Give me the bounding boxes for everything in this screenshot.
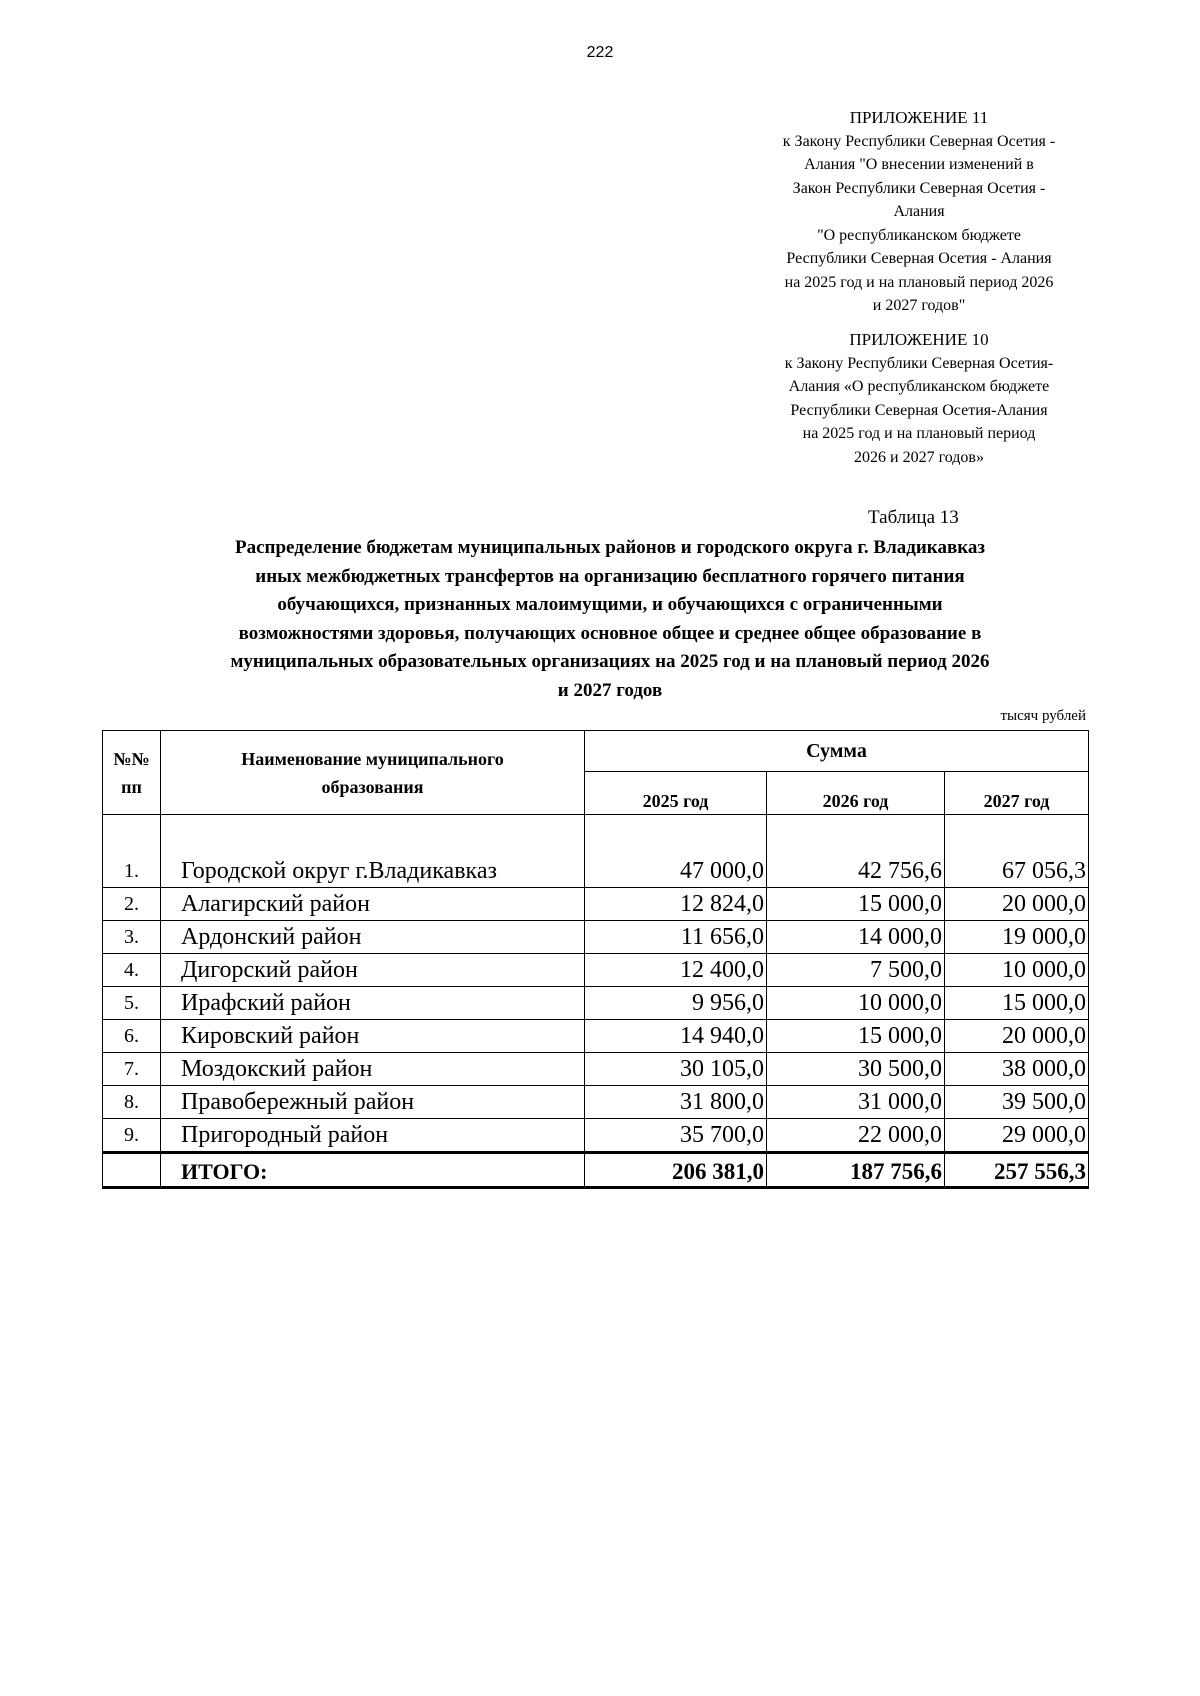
appendix-11-block bbox=[738, 106, 1100, 318]
spacer-cell bbox=[103, 815, 161, 856]
title-line: муниципальных образовательных организациях на 2025 год и на плановый период 2026 bbox=[230, 651, 990, 672]
row-value-2026: 15 000,0 bbox=[767, 888, 945, 921]
row-value-2027: 20 000,0 bbox=[945, 1020, 1089, 1053]
appendix-10-line: на 2025 год и на плановый период bbox=[802, 425, 1036, 442]
header-municipality bbox=[161, 731, 585, 815]
total-value-2025: 206 381,0 bbox=[585, 1153, 767, 1188]
row-value-2027: 15 000,0 bbox=[945, 987, 1089, 1020]
row-value-2025: 14 940,0 bbox=[585, 1020, 767, 1053]
header-number-line: №№ bbox=[113, 748, 150, 769]
table-row bbox=[103, 921, 1089, 954]
row-value-2026: 42 756,6 bbox=[767, 855, 945, 888]
appendix-11-line: Алания "О внесении изменений в bbox=[804, 156, 1034, 173]
total-value-2027: 257 556,3 bbox=[945, 1153, 1089, 1188]
row-municipality: Городской округ г.Владикавказ bbox=[161, 855, 585, 888]
row-value-2026: 7 500,0 bbox=[767, 954, 945, 987]
spacer-cell bbox=[161, 815, 585, 856]
title-line: возможностями здоровья, получающих основное общее и среднее общее образование в bbox=[238, 622, 982, 644]
appendix-10-line: Республики Северная Осетия-Алания bbox=[790, 401, 1048, 419]
row-municipality: Ардонский район bbox=[161, 921, 585, 954]
table-row bbox=[103, 855, 1089, 888]
appendix-10-heading: ПРИЛОЖЕНИЕ 10 bbox=[849, 330, 989, 349]
row-number: 3. bbox=[103, 921, 161, 954]
table-row bbox=[103, 888, 1089, 921]
row-value-2026: 31 000,0 bbox=[767, 1086, 945, 1119]
units-label: тысяч рублей bbox=[1000, 708, 1086, 724]
header-year-2027: 2027 год bbox=[945, 772, 1089, 815]
row-municipality: Моздокский район bbox=[161, 1053, 585, 1086]
appendix-10-line: Алания «О республиканском бюджете bbox=[788, 378, 1050, 395]
row-value-2027: 20 000,0 bbox=[945, 888, 1089, 921]
row-number: 9. bbox=[103, 1119, 161, 1153]
row-value-2027: 10 000,0 bbox=[945, 954, 1089, 987]
row-municipality: Правобережный район bbox=[161, 1086, 585, 1119]
row-number: 5. bbox=[103, 987, 161, 1020]
appendix-11-line: на 2025 год и на плановый период 2026 bbox=[784, 273, 1054, 291]
row-value-2026: 22 000,0 bbox=[767, 1119, 945, 1153]
table-row bbox=[103, 954, 1089, 987]
total-value-2026: 187 756,6 bbox=[767, 1153, 945, 1188]
page-number: 222 bbox=[586, 44, 614, 61]
table-row bbox=[103, 1086, 1089, 1119]
spacer-cell bbox=[585, 815, 767, 856]
appendix-11-line: Алания bbox=[893, 203, 945, 220]
row-number: 7. bbox=[103, 1053, 161, 1086]
title-line: обучающихся, признанных малоимущими, и обучающихся с ограниченными bbox=[277, 594, 943, 615]
row-value-2025: 47 000,0 bbox=[585, 855, 767, 888]
spacer-cell bbox=[945, 815, 1089, 856]
appendix-11-line: "О республиканском бюджете bbox=[817, 226, 1021, 244]
total-number-cell bbox=[103, 1153, 161, 1188]
row-municipality: Кировский район bbox=[161, 1020, 585, 1053]
document-title bbox=[140, 534, 1080, 705]
appendix-10-block bbox=[738, 328, 1100, 469]
row-value-2025: 9 956,0 bbox=[585, 987, 767, 1020]
row-value-2025: 12 824,0 bbox=[585, 888, 767, 921]
row-value-2026: 10 000,0 bbox=[767, 987, 945, 1020]
row-value-2025: 30 105,0 bbox=[585, 1053, 767, 1086]
header-year-2025: 2025 год bbox=[585, 772, 767, 815]
appendix-11-heading: ПРИЛОЖЕНИЕ 11 bbox=[849, 108, 989, 127]
total-label: ИТОГО: bbox=[161, 1153, 585, 1188]
header-number-line: пп bbox=[121, 776, 142, 797]
row-value-2026: 14 000,0 bbox=[767, 921, 945, 954]
title-line: Распределение бюджетам муниципальных районов и городского округа г. Владикавказ bbox=[234, 537, 986, 558]
row-number: 6. bbox=[103, 1020, 161, 1053]
row-value-2027: 38 000,0 bbox=[945, 1053, 1089, 1086]
appendix-11-line: Закон Республики Северная Осетия - bbox=[792, 179, 1046, 197]
table-row bbox=[103, 987, 1089, 1020]
row-value-2027: 29 000,0 bbox=[945, 1119, 1089, 1153]
row-value-2026: 15 000,0 bbox=[767, 1020, 945, 1053]
title-line: и 2027 годов bbox=[557, 679, 663, 701]
table-row bbox=[103, 1053, 1089, 1086]
row-value-2027: 39 500,0 bbox=[945, 1086, 1089, 1119]
row-number: 4. bbox=[103, 954, 161, 987]
row-municipality: Дигорский район bbox=[161, 954, 585, 987]
header-municipality-line: образования bbox=[321, 776, 424, 797]
table-label: Таблица 13 bbox=[868, 507, 959, 528]
appendix-11-line: Республики Северная Осетия - Алания bbox=[786, 250, 1052, 267]
appendix-10-line: 2026 и 2027 годов» bbox=[854, 448, 984, 466]
header-sum: Сумма bbox=[585, 731, 1089, 772]
header-municipality-line: Наименование муниципального bbox=[241, 748, 504, 769]
title-line: иных межбюджетных трансфертов на организацию бесплатного горячего питания bbox=[255, 565, 965, 587]
row-number: 8. bbox=[103, 1086, 161, 1119]
row-municipality: Ирафский район bbox=[161, 987, 585, 1020]
header-year-2026: 2026 год bbox=[767, 772, 945, 815]
row-value-2027: 19 000,0 bbox=[945, 921, 1089, 954]
row-value-2025: 12 400,0 bbox=[585, 954, 767, 987]
row-value-2027: 67 056,3 bbox=[945, 855, 1089, 888]
table-spacer-row bbox=[103, 815, 1089, 856]
row-municipality: Пригородный район bbox=[161, 1119, 585, 1153]
total-row bbox=[103, 1153, 1089, 1188]
header-number bbox=[103, 731, 161, 815]
table-row bbox=[103, 1119, 1089, 1153]
appendix-11-line: и 2027 годов" bbox=[872, 297, 966, 314]
row-number: 1. bbox=[103, 855, 161, 888]
appendix-10-line: к Закону Республики Северная Осетия- bbox=[784, 354, 1054, 372]
row-value-2025: 31 800,0 bbox=[585, 1086, 767, 1119]
row-value-2025: 11 656,0 bbox=[585, 921, 767, 954]
row-number: 2. bbox=[103, 888, 161, 921]
appendix-11-line: к Закону Республики Северная Осетия - bbox=[782, 132, 1056, 150]
row-municipality: Алагирский район bbox=[161, 888, 585, 921]
budget-table bbox=[102, 730, 1089, 1189]
row-value-2026: 30 500,0 bbox=[767, 1053, 945, 1086]
spacer-cell bbox=[767, 815, 945, 856]
table-row bbox=[103, 1020, 1089, 1053]
row-value-2025: 35 700,0 bbox=[585, 1119, 767, 1153]
